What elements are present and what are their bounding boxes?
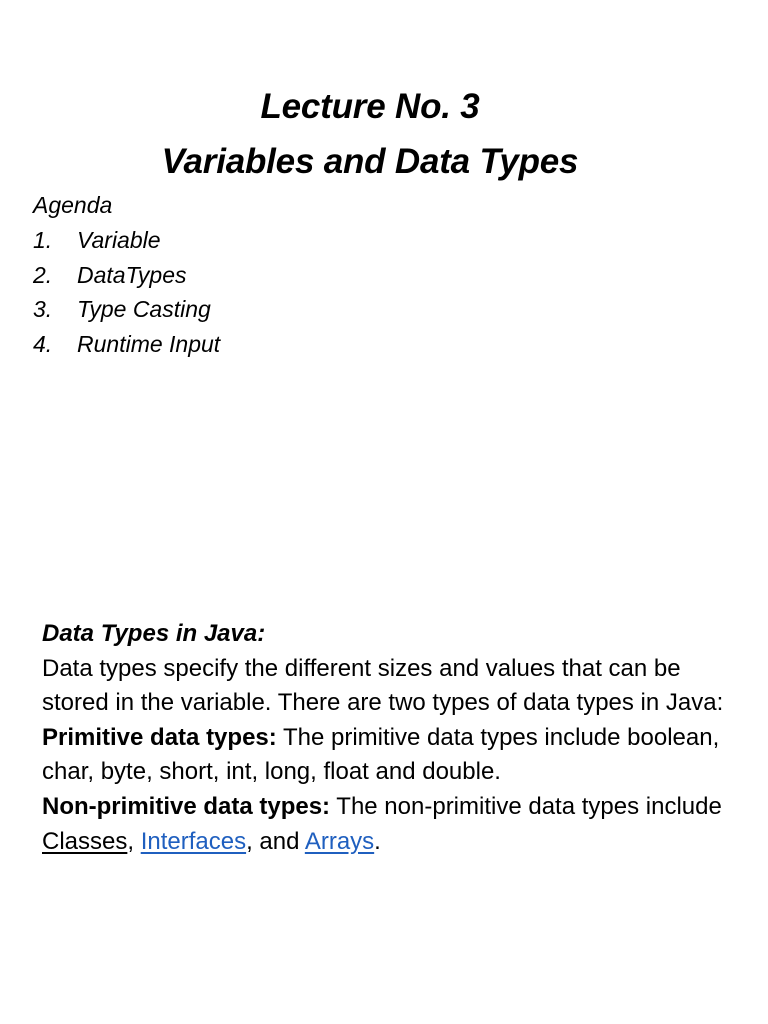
data-types-section [42, 617, 742, 859]
classes-link[interactable]: Classes [42, 827, 128, 855]
intro-paragraph: Data types specify the different sizes and values that can be stored in the variable. There are two types of data types in Java: [42, 654, 724, 717]
nonprimitive-term: Non-primitive data types: [42, 792, 331, 820]
agenda-item [33, 258, 220, 293]
agenda-item-label: Runtime Input [77, 331, 221, 358]
agenda-item-number: 4. [33, 331, 53, 358]
nonprimitive-text: The non-primitive data types include [330, 792, 722, 820]
separator-text: , and [246, 827, 305, 855]
agenda-item [33, 292, 220, 327]
agenda-item-number: 1. [33, 226, 53, 253]
agenda-item-label: Variable [77, 226, 161, 253]
agenda-heading: Agenda [33, 192, 113, 218]
primitive-term: Primitive data types: [42, 723, 277, 751]
primitive-paragraph [42, 721, 742, 790]
nonprimitive-paragraph [42, 790, 742, 859]
separator-text: , [127, 827, 141, 855]
lecture-title: Lecture No. 3 [260, 87, 480, 126]
agenda-item-label: Type Casting [77, 296, 211, 323]
period-text: . [374, 827, 381, 855]
agenda-item [33, 223, 220, 258]
agenda-item [33, 327, 220, 362]
agenda-block [33, 188, 220, 362]
arrays-link[interactable]: Arrays [304, 827, 375, 855]
section-heading: Data Types in Java: [42, 620, 266, 647]
lecture-subtitle: Variables and Data Types [161, 142, 579, 181]
primitive-text: The primitive data types include boolean, char, byte, short, int, long, float and double. [42, 723, 720, 786]
agenda-list [33, 223, 220, 362]
agenda-item-number: 3. [33, 296, 53, 323]
interfaces-link[interactable]: Interfaces [140, 827, 247, 855]
agenda-item-number: 2. [33, 261, 53, 288]
agenda-item-label: DataTypes [77, 261, 187, 288]
